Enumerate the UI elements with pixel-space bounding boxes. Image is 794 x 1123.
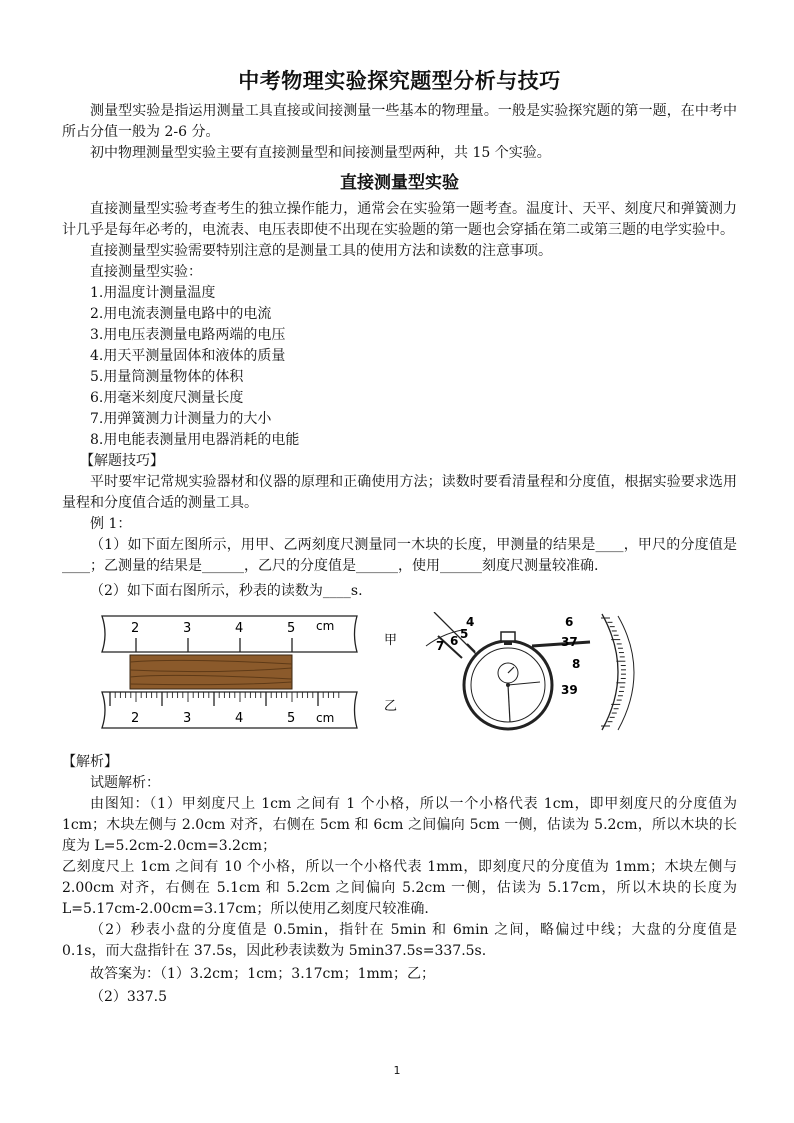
intro-paragraph-1: 测量型实验是指运用测量工具直接或间接测量一些基本的物理量。一般是实验探究题的第一题，在中考中所占分值一般为 2-6 分。: [62, 103, 737, 140]
page-number: 1: [393, 1064, 401, 1077]
example-figure: [62, 612, 737, 744]
ruler-yi-label-5: 5: [287, 711, 296, 726]
example-label: 例 1：: [90, 516, 132, 532]
large-dial-label-37: 37: [561, 635, 578, 649]
large-dial-label-39: 39: [561, 683, 578, 697]
document-title: 中考物理实验探究题型分析与技巧: [238, 69, 561, 93]
section-paragraph-2: 直接测量型实验需要特别注意的是测量工具的使用方法和读数的注意事项。: [90, 243, 552, 259]
small-dial-label-4: 4: [466, 615, 475, 629]
ruler-jia: [102, 616, 357, 652]
section-paragraph-1: 直接测量型实验考查考生的独立操作能力，通常会在实验第一题考查。温度计、天平、刻度尺和弹簧测力计几乎是每年必考的，电流表、电压表即使不出现在实验题的第一题也会穿插在第二或第三题的电学实验中。: [62, 201, 737, 238]
experiment-item: 2.用电流表测量电路中的电流: [90, 306, 272, 322]
ruler-jia-unit: cm: [316, 619, 335, 633]
experiment-item: 3.用电压表测量电路两端的电压: [90, 327, 286, 343]
ruler-jia-label-2: 2: [131, 621, 140, 636]
experiment-item: 5.用量筒测量物体的体积: [90, 369, 244, 385]
large-dial-label-8: 8: [572, 657, 581, 671]
analysis-heading: 【解析】: [62, 754, 118, 770]
analysis-paragraph-1: 由图知：（1）甲刻度尺上 1cm 之间有 1 个小格，所以一个小格代表 1cm，即甲刻度尺的分度值为 1cm；木块左侧与 2.0cm 对齐，右侧在 5cm 和 6cm 之间偏向 5cm 一侧，估读为 5.2cm，所以木块的长度为 L=5.2cm-2.0cm=3.2cm；: [62, 796, 737, 854]
experiment-item: 4.用天平测量固体和液体的质量: [90, 348, 286, 364]
ruler-yi: [102, 692, 357, 728]
large-dial-ticks: [601, 618, 626, 726]
experiment-list: [62, 283, 737, 451]
small-dial-label-6: 6: [450, 634, 459, 648]
analysis-paragraph-3: （2）秒表小盘的分度值是 0.5min，指针在 5min 和 6min 之间，略偏过中线；大盘的分度值是 0.1s，而大盘指针在 37.5s，因此秒表读数为 5min37.5s=337.5s.: [62, 922, 737, 959]
wooden-block: [130, 655, 292, 689]
answer-line-1: 故答案为：（1）3.2cm；1cm；3.17cm；1mm；乙；: [90, 966, 436, 982]
ruler-jia-label-3: 3: [183, 621, 192, 636]
ruler-yi-label-2: 2: [131, 711, 140, 726]
example-question-2: （2）如下面右图所示，秒表的读数为____s.: [90, 583, 363, 599]
ruler-yi-name: 乙: [384, 699, 398, 714]
ruler-jia-label-5: 5: [287, 621, 296, 636]
tips-heading: 【解题技巧】: [80, 453, 164, 469]
small-dial-zoom: [426, 612, 476, 658]
experiment-item: 7.用弹簧测力计测量力的大小: [90, 411, 272, 427]
example-question-1: （1）如下面左图所示，用甲、乙两刻度尺测量同一木块的长度，甲测量的结果是____，甲尺的分度值是____；乙测量的结果是______，乙尺的分度值是______，使用______刻度尺测量较准确.: [62, 537, 737, 574]
document-page: [62, 62, 737, 1008]
ruler-yi-unit: cm: [316, 711, 335, 725]
ruler-jia-name: 甲: [384, 633, 398, 648]
section-title: 直接测量型实验: [340, 173, 459, 193]
intro-paragraph-2: 初中物理测量型实验主要有直接测量型和间接测量型两种，共 15 个实验。: [90, 145, 551, 161]
small-dial-label-7: 7: [436, 639, 445, 653]
analysis-paragraph-2: 乙刻度尺上 1cm 之间有 10 个小格，所以一个小格代表 1mm，即刻度尺的分度值为 1mm；木块左侧与 2.00cm 对齐，右侧在 5.1cm 和 5.2cm 之间偏向 5.2cm 一侧，估读为 5.17cm，所以木块的长度为 L=5.17cm-2.00cm=3.17cm；所以使用乙刻度尺较准确.: [62, 859, 737, 917]
answer-line-2: （2）337.5: [90, 989, 167, 1005]
experiment-item: 1.用温度计测量温度: [90, 285, 216, 301]
ruler-jia-label-4: 4: [235, 621, 244, 636]
experiment-item: 8.用电能表测量用电器消耗的电能: [90, 432, 300, 448]
small-dial-label-5: 5: [460, 627, 469, 641]
large-dial-label-6: 6: [565, 615, 574, 629]
ruler-yi-label-4: 4: [235, 711, 244, 726]
ruler-yi-label-3: 3: [183, 711, 192, 726]
rulers-and-stopwatch-figure: [62, 612, 737, 744]
analysis-label: 试题解析：: [90, 775, 160, 791]
section-paragraph-3: 直接测量型实验：: [90, 264, 202, 280]
experiment-item: 6.用毫米刻度尺测量长度: [90, 390, 244, 406]
tips-text: 平时要牢记常规实验器材和仪器的原理和正确使用方法；读数时要看清量程和分度值，根据实验要求选用量程和分度值合适的测量工具。: [62, 474, 737, 511]
